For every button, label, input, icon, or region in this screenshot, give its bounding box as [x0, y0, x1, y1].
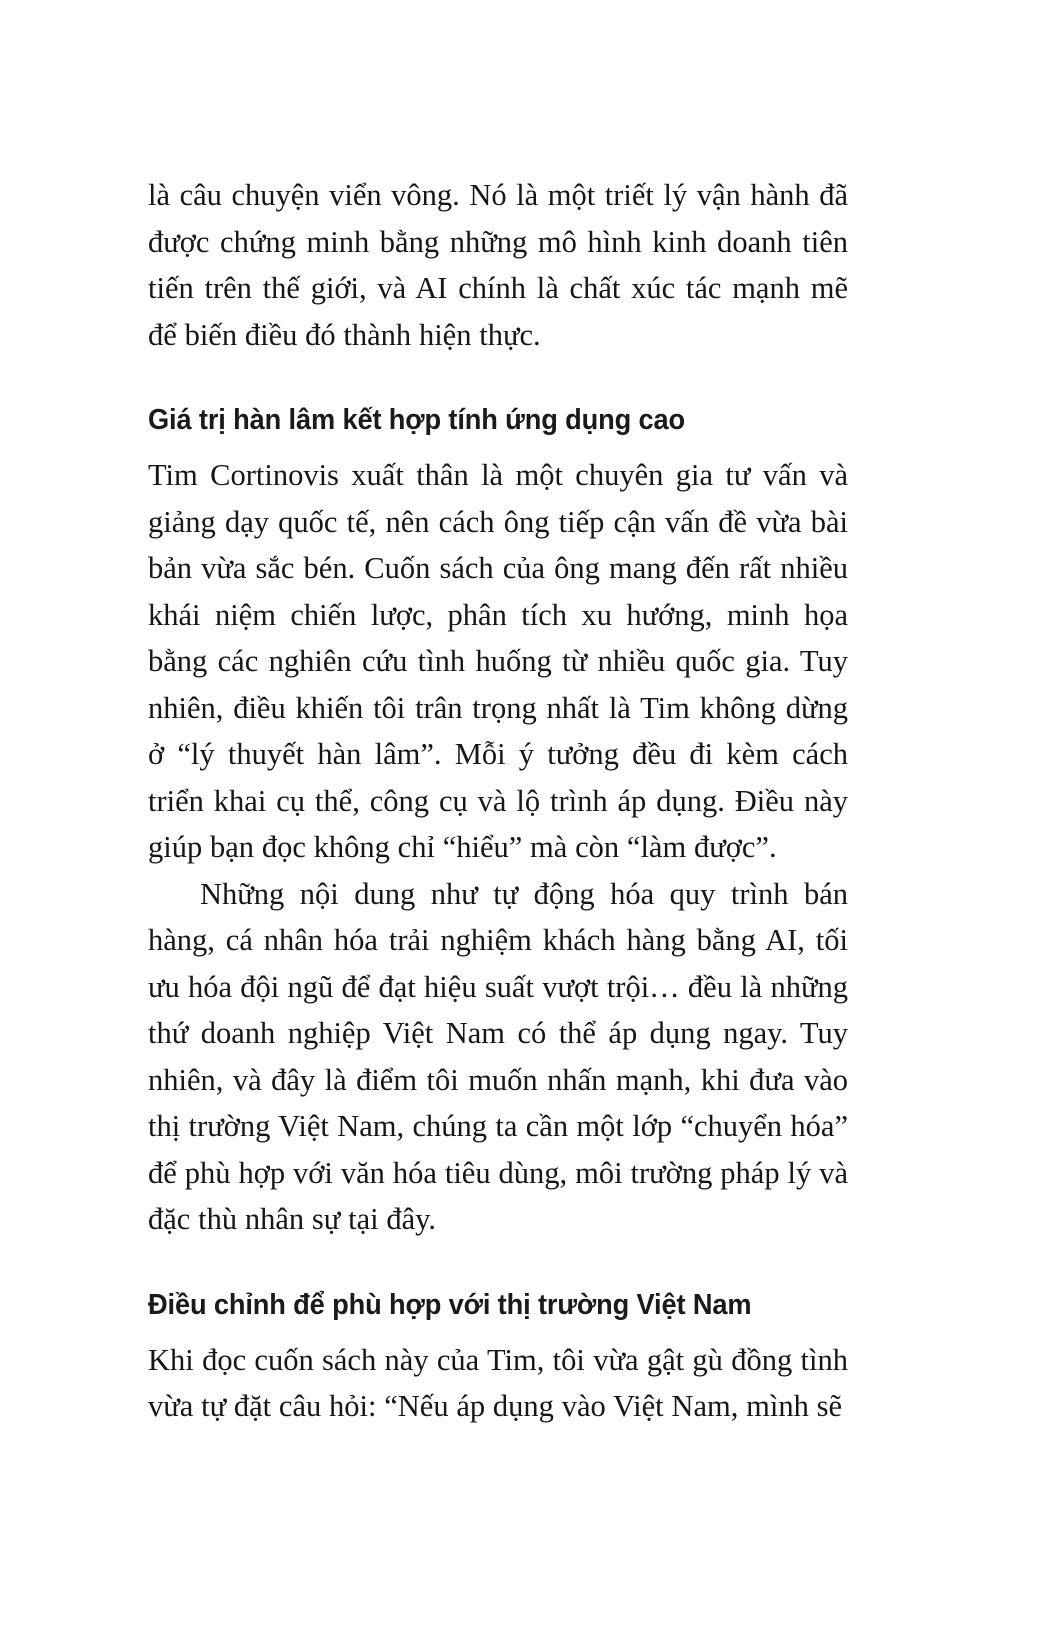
text-column	[148, 172, 848, 1430]
body-paragraph-4: Khi đọc cuốn sách này của Tim, tôi vừa gật gù đồng tình vừa tự đặt câu hỏi: “Nếu áp dụng vào Việt Nam, mình sẽ	[148, 1342, 848, 1423]
body-paragraph-3: Những nội dung như tự động hóa quy trình bán hàng, cá nhân hóa trải nghiệm khách hàng bằng AI, tối ưu hóa đội ngũ để đạt hiệu suất vượt trội… đều là những thứ doanh nghiệp Việt Nam có thể áp dụng ngay. Tuy nhiên, và đây là điểm tôi muốn nhấn mạnh, khi đưa vào thị trường Việt Nam, chúng ta cần một lớp “chuyển hóa” để phù hợp với văn hóa tiêu dùng, môi trường pháp lý và đặc thù nhân sự tại đây.	[148, 876, 848, 1236]
body-paragraph-2: Tim Cortinovis xuất thân là một chuyên gia tư vấn và giảng dạy quốc tế, nên cách ông tiếp cận vấn đề vừa bài bản vừa sắc bén. Cuốn sách của ông mang đến rất nhiều khái niệm chiến lược, phân tích xu hướng, minh họa bằng các nghiên cứu tình huống từ nhiều quốc gia. Tuy nhiên, điều khiến tôi trân trọng nhất là Tim không dừng ở “lý thuyết hàn lâm”. Mỗi ý tưởng đều đi kèm cách triển khai cụ thể, công cụ và lộ trình áp dụng. Điều này giúp bạn đọc không chỉ “hiểu” mà còn “làm được”.	[148, 458, 848, 864]
spacer	[148, 1243, 848, 1287]
spacer	[148, 1323, 848, 1337]
section-heading-academic-value: Giá trị hàn lâm kết hợp tính ứng dụng cao	[148, 404, 686, 436]
spacer	[148, 358, 848, 402]
section-heading-vietnam-market: Điều chỉnh để phù hợp với thị trường Việt Nam	[148, 1288, 752, 1321]
spacer	[148, 438, 848, 452]
body-paragraph-1: là câu chuyện viển vông. Nó là một triết lý vận hành đã được chứng minh bằng những mô hình kinh doanh tiên tiến trên thế giới, và AI chính là chất xúc tác mạnh mẽ để biến điều đó thành hiện thực.	[148, 178, 848, 352]
